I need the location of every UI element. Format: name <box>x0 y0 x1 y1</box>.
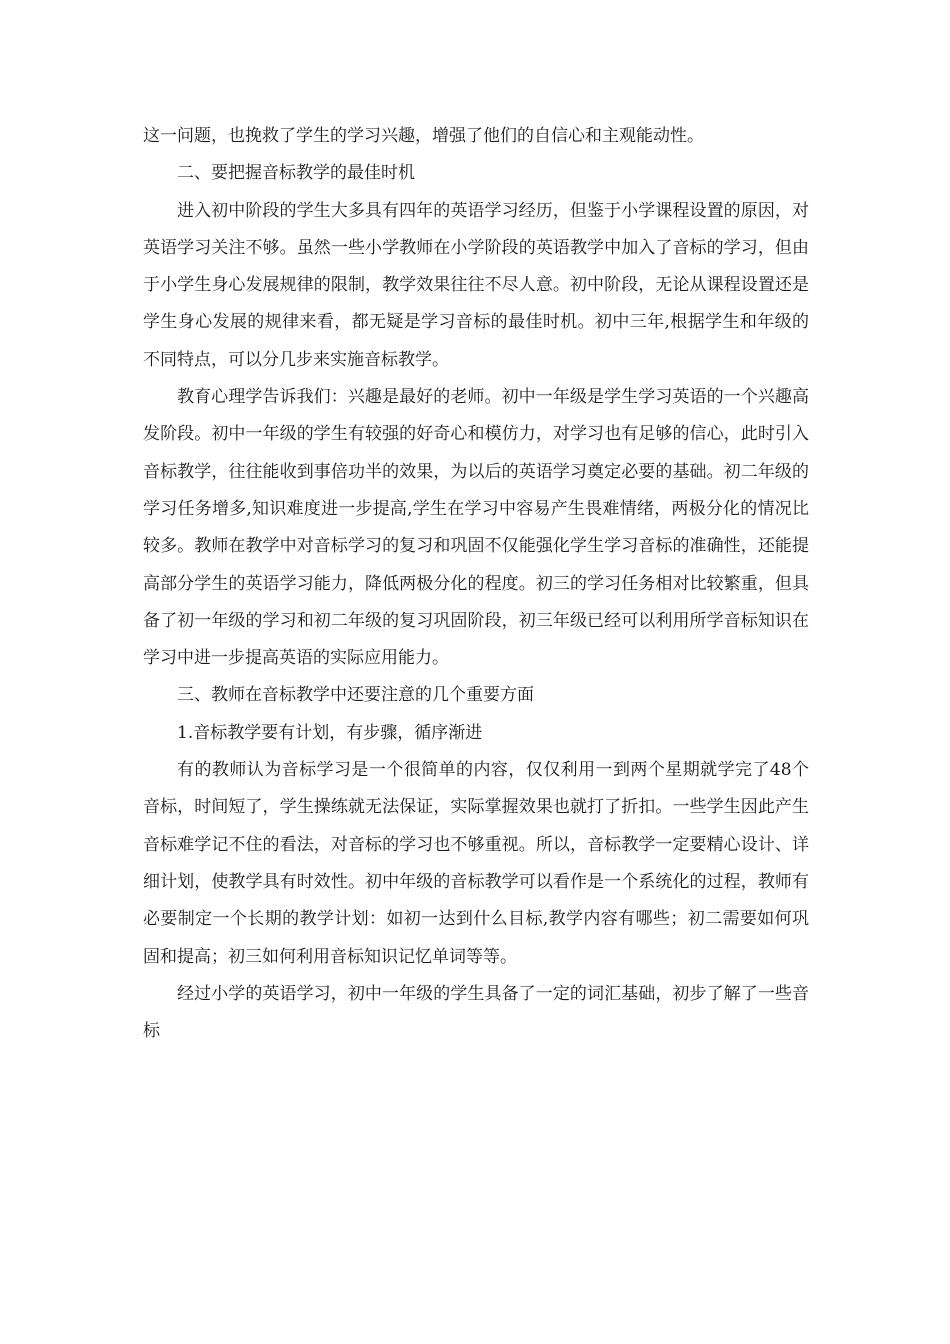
subsection-heading-1: 1.音标教学要有计划，有步骤，循序渐进 <box>177 722 483 743</box>
paragraph: 进入初中阶段的学生大多具有四年的英语学习经历，但鉴于小学课程设置的原因，对英语学习关注不够。虽然一些小学教师在小学阶段的英语教学中加入了音标的学习，但由于小学生身心发展规律的限制，教学效果往往不尽人意。初中阶段，无论从课程设置还是学生身心发展的规律来看，都无疑是学习音标的最佳时机。初中三年,根据学生和年级的不同特点，可以分几步来实施音标教学。 <box>143 200 809 370</box>
section-heading-2: 二、要把握音标教学的最佳时机 <box>177 163 415 184</box>
document-body <box>143 118 809 1050</box>
paragraph: 教育心理学告诉我们：兴趣是最好的老师。初中一年级是学生学习英语的一个兴趣高发阶段。初中一年级的学生有较强的好奇心和模仿力，对学习也有足够的信心，此时引入音标教学，往往能收到事倍功半的效果，为以后的英语学习奠定必要的基础。初二年级的学习任务增多,知识难度进一步提高,学生在学习中容易产生畏难情绪，两极分化的情况比较多。教师在教学中对音标学习的复习和巩固不仅能强化学生学习音标的准确性，还能提高部分学生的英语学习能力，降低两极分化的程度。初三的学习任务相对比较繁重，但具备了初一年级的学习和初二年级的复习巩固阶段，初三年级已经可以利用所学音标知识在学习中进一步提高英语的实际应用能力。 <box>143 387 809 669</box>
paragraph: 有的教师认为音标学习是一个很简单的内容，仅仅利用一到两个星期就学完了48个音标，时间短了，学生操练就无法保证，实际掌握效果也就打了折扣。一些学生因此产生音标难学记不住的看法，对音标的学习也不够重视。所以，音标教学一定要精心设计、详细计划，使教学具有时效性。初中年级的音标教学可以看作是一个系统化的过程，教师有必要制定一个长期的教学计划：如初一达到什么目标,教学内容有哪些；初二需要如何巩固和提高；初三如何利用音标知识记忆单词等等。 <box>143 760 809 967</box>
section-heading-3: 三、教师在音标教学中还要注意的几个重要方面 <box>177 685 534 706</box>
paragraph: 经过小学的英语学习，初中一年级的学生具备了一定的词汇基础，初步了解了一些音标 <box>143 983 809 1042</box>
paragraph-continuation: 这一问题，也挽救了学生的学习兴趣，增强了他们的自信心和主观能动性。 <box>143 126 704 146</box>
